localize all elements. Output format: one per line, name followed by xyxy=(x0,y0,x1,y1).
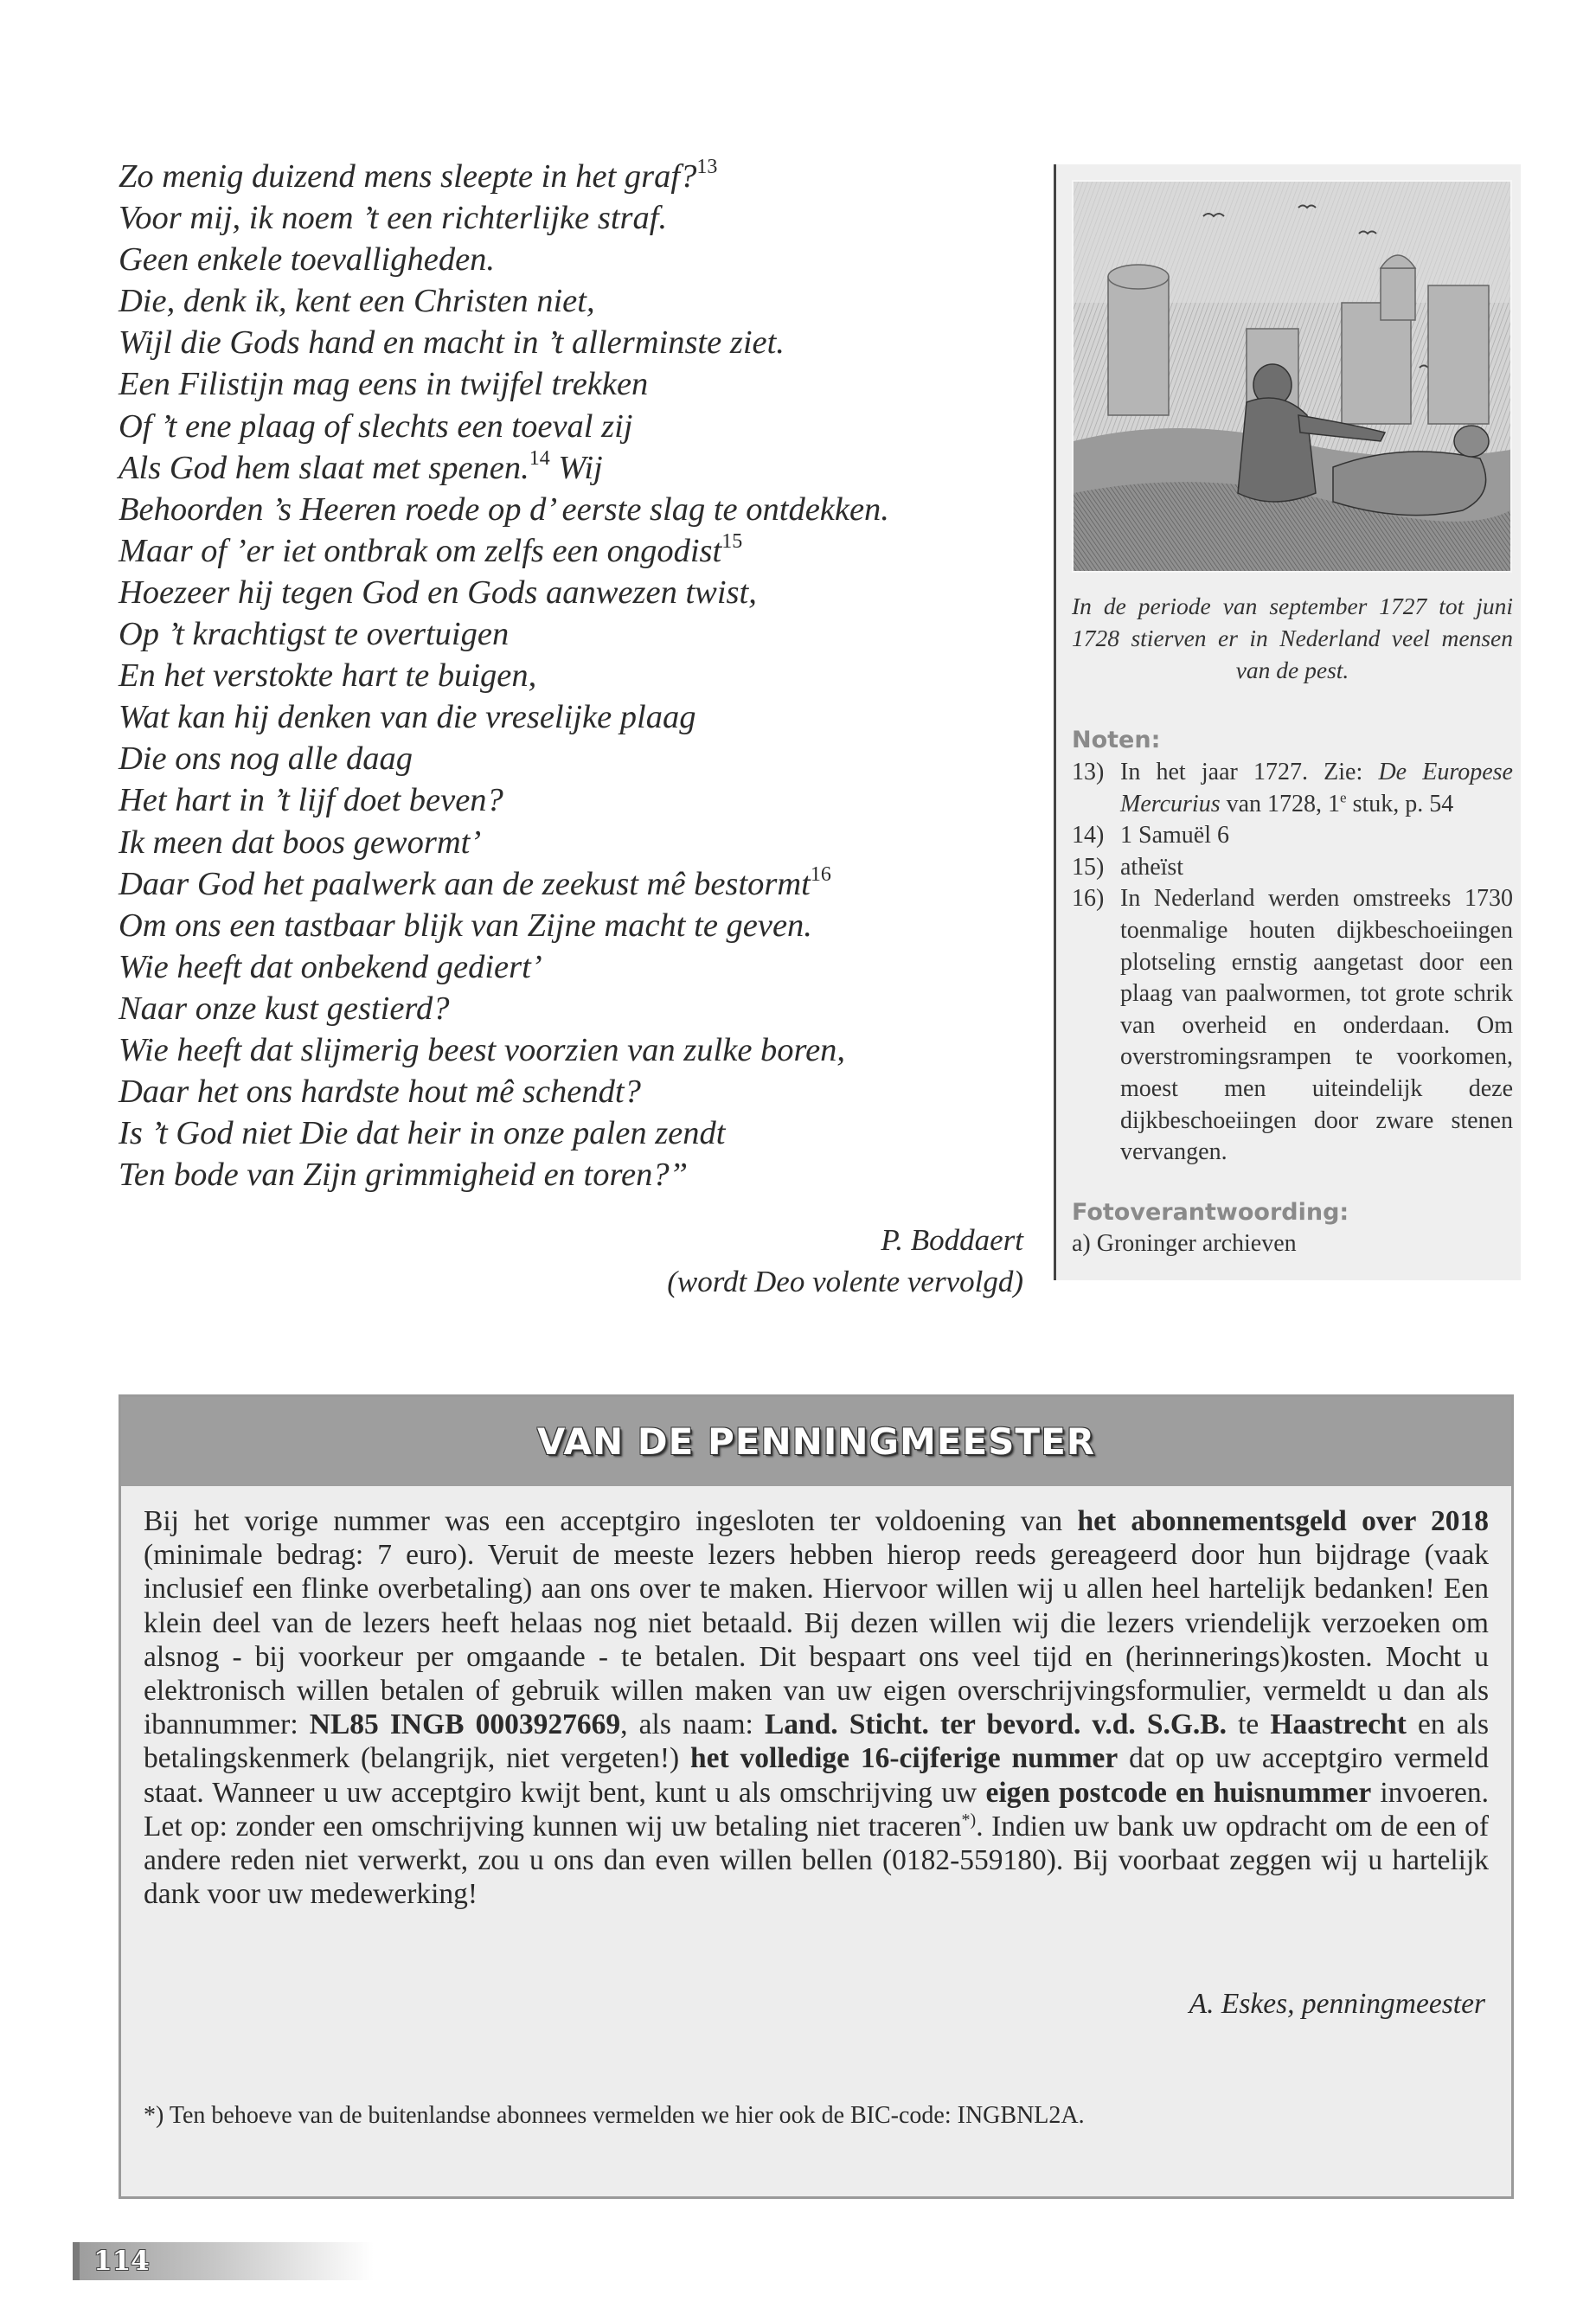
poem-line xyxy=(119,447,1027,489)
poem-line xyxy=(119,738,1027,779)
poem-line-text: Ik meen dat boos gewormt’ xyxy=(119,824,482,861)
note-text xyxy=(1120,852,1513,884)
note-number: 15) xyxy=(1072,853,1105,881)
image-caption: In de periode van september 1727 tot juni 1728 stierven er in Nederland veel mensen van de pest. xyxy=(1072,593,1513,683)
poem-line xyxy=(119,530,1027,572)
footnote-marker: *) xyxy=(961,1810,977,1830)
body-bold-subscription: het abonnementsgeld over 2018 xyxy=(1077,1505,1489,1537)
note-text-part: stuk, p. 54 xyxy=(1346,790,1454,817)
poem-line xyxy=(119,1029,1027,1071)
sidebar xyxy=(1054,164,1521,1280)
footnote-ref: 16 xyxy=(810,862,831,886)
poem-line-text: En het verstokte hart te buigen, xyxy=(119,657,537,695)
poem-line-text: Die, denk ik, kent een Christen niet, xyxy=(119,283,595,320)
treasurer-body xyxy=(144,1504,1489,1911)
body-text: Bij het vorige nummer was een acceptgiro ingesloten ter voldoening van xyxy=(144,1505,1078,1537)
poem-line-text: Naar onze kust gestierd? xyxy=(119,990,450,1027)
body-bold-reference: het volledige 16-cijferige nummer xyxy=(690,1742,1118,1775)
poem xyxy=(119,156,1027,1195)
poem-line xyxy=(119,822,1027,863)
poem-line-text: Geen enkele toevalligheden. xyxy=(119,241,496,279)
footnote-ref: 13 xyxy=(696,156,718,179)
poem-line xyxy=(119,946,1027,988)
body-text: invoeren. Let op: zonder een omschrijving kunnen wij uw betaling niet traceren xyxy=(144,1776,1490,1843)
poem-line xyxy=(119,280,1027,322)
body-bold-place: Haastrecht xyxy=(1270,1708,1407,1741)
poem-line xyxy=(119,988,1027,1029)
poem-line xyxy=(119,489,1027,530)
poem-line xyxy=(119,613,1027,655)
body-text: te xyxy=(1226,1708,1271,1741)
poem-continued: (wordt Deo volente vervolgd) xyxy=(667,1265,1023,1298)
poem-line-text: Behoorden ’s Heeren roede op d’ eerste slag te ontdekken. xyxy=(119,490,889,528)
poem-line-text: Daar God het paalwerk aan de zeekust mê bestormt xyxy=(119,865,811,902)
note-text-part: De Europese Mercurius xyxy=(1120,759,1513,817)
engraving-image xyxy=(1074,182,1510,571)
treasurer-box xyxy=(119,1394,1514,2199)
poem-line-text: Of ’t ene plaag of slechts een toeval zij xyxy=(119,407,633,445)
poem-line-text: Daar het ons hardste hout mê schendt? xyxy=(119,1074,641,1111)
page-number-bar xyxy=(73,2242,374,2280)
poem-line xyxy=(119,655,1027,696)
body-text: (minimale bedrag: 7 euro). Veruit de meeste lezers hebben hierop reeds gereageerd door hun bijdrage (vaak inclusief een flinke overbetaling) aan ons over te maken. Hiervoor willen wij u allen heel hartelijk bedanken! Een klein deel van de lezers heeft helaas nog niet betaald. Bij dezen willen wij die lezers vriendelijk verzoeken om alsnog - bij voorkeur per omgaande - te betalen. Dit bespaart ons veel tijd en (herinnerings)kosten. Mocht u elektronisch willen betalen of gebruik willen maken van uw eigen overschrijvingsformulier, vermeldt u dan als ibannummer: xyxy=(144,1539,1489,1741)
note-text-part: In het jaar 1727. Zie: xyxy=(1120,759,1379,785)
poem-line-text: Een Filistijn mag eens in twijfel trekken xyxy=(119,366,649,403)
photo-credit-heading: Fotoverantwoording: xyxy=(1072,1199,1349,1226)
poem-line-text: Wie heeft dat onbekend gediert’ xyxy=(119,948,542,985)
note-text-part: e xyxy=(1340,789,1347,806)
note-text-part: 1 Samuël 6 xyxy=(1120,822,1229,849)
note-text-part: van 1728, 1 xyxy=(1220,790,1341,817)
poem-line xyxy=(119,363,1027,405)
poem-line xyxy=(119,863,1027,905)
treasurer-signature: A. Eskes, penningmeester xyxy=(1189,1988,1485,2020)
poem-line-text: Als God hem slaat met spenen. xyxy=(119,449,529,486)
poem-line-text: Het hart in ’t lijf doet beven? xyxy=(119,782,503,819)
poem-author: P. Boddaert xyxy=(881,1223,1023,1257)
body-text: . Indien uw bank uw opdracht om de een of andere reden niet verwerkt, zou u ons dan even willen bellen (0182-559180). Bij voorbaat zeggen wij u hartelijk dank voor uw medewerking! xyxy=(144,1810,1489,1911)
poem-line-text: Op ’t krachtigst te overtuigen xyxy=(119,616,510,653)
poem-line xyxy=(119,197,1027,239)
poem-line-text: Om ons een tastbaar blijk van Zijne macht te geven. xyxy=(119,907,812,944)
note-text xyxy=(1120,883,1513,1168)
poem-line-text: Is ’t God niet Die dat heir in onze palen zendt xyxy=(119,1115,726,1152)
note-item xyxy=(1072,883,1513,1168)
note-number: 14) xyxy=(1072,822,1105,849)
body-text: dat op uw acceptgiro vermeld staat. Wanneer u uw acceptgiro kwijt bent, kunt u als omschrijving uw xyxy=(144,1742,1489,1809)
body-text: en als betalingskenmerk (belangrijk, niet vergeten!) xyxy=(144,1708,1489,1775)
poem-line xyxy=(119,696,1027,738)
note-text-part: In Nederland werden omstreeks 1730 toenmalige houten dijkbeschoeiingen plotseling ernstig aangetast door een plaag van paalwormen, tot grote schrik van overheid en onderdaan. Om overstromingsrampen te voorkomen, moest men uiteindelijk deze dijkbeschoeiingen door zware stenen vervangen. xyxy=(1120,885,1513,1166)
note-item xyxy=(1072,757,1513,820)
poem-line xyxy=(119,1112,1027,1154)
treasurer-header xyxy=(121,1397,1511,1486)
body-bold-name: Land. Sticht. ter bevord. v.d. S.G.B. xyxy=(764,1708,1227,1741)
poem-signature xyxy=(667,1220,1023,1303)
note-text-part: atheïst xyxy=(1120,853,1184,881)
poem-line-text: Ten bode van Zijn grimmigheid en toren?” xyxy=(119,1157,689,1194)
poem-line xyxy=(119,322,1027,363)
poem-line-text: Die ons nog alle daag xyxy=(119,740,413,778)
treasurer-title: VAN DE PENNINGMEESTER xyxy=(536,1420,1096,1463)
poem-line xyxy=(119,572,1027,613)
poem-line-text: Wij xyxy=(549,449,603,486)
body-text: , als naam: xyxy=(620,1708,765,1741)
poem-line xyxy=(119,156,1027,197)
note-item xyxy=(1072,820,1513,852)
poem-line-text: Wijl die Gods hand en macht in ’t allerminste ziet. xyxy=(119,324,785,362)
poem-line-text: Wie heeft dat slijmerig beest voorzien van zulke boren, xyxy=(119,1031,846,1068)
poem-line xyxy=(119,1071,1027,1112)
footnote-ref: 14 xyxy=(529,446,550,470)
plague-scene-illustration xyxy=(1074,182,1510,571)
note-item xyxy=(1072,852,1513,884)
poem-line xyxy=(119,779,1027,821)
photo-credit: a) Groninger archieven xyxy=(1072,1230,1297,1257)
note-text xyxy=(1120,757,1513,820)
notes-list xyxy=(1072,757,1513,1169)
poem-line-text: Hoezeer hij tegen God en Gods aanwezen twist, xyxy=(119,574,757,611)
body-bold-postcode: eigen postcode en huisnummer xyxy=(985,1776,1372,1809)
notes-heading: Noten: xyxy=(1072,727,1161,753)
body-bold-iban: NL85 INGB 0003927669 xyxy=(309,1708,621,1741)
poem-line xyxy=(119,905,1027,946)
poem-line-text: Wat kan hij denken van die vreselijke plaag xyxy=(119,699,696,736)
note-number: 13) xyxy=(1072,759,1105,785)
poem-line-text: Zo menig duizend mens sleepte in het graf? xyxy=(119,158,697,195)
poem-line-text: Maar of ’er iet ontbrak om zelfs een ongodist xyxy=(119,532,722,569)
poem-line-text: Voor mij, ik noem ’t een richterlijke straf. xyxy=(119,200,668,237)
note-number: 16) xyxy=(1072,885,1105,913)
note-text xyxy=(1120,820,1513,852)
poem-line xyxy=(119,406,1027,447)
footnote-ref: 15 xyxy=(721,530,743,554)
poem-line xyxy=(119,1154,1027,1195)
poem-line xyxy=(119,239,1027,280)
page-number: 114 xyxy=(93,2246,150,2277)
treasurer-footnote: *) Ten behoeve van de buitenlandse abonnees vermelden we hier ook de BIC-code: INGBNL2A. xyxy=(144,2102,1085,2129)
